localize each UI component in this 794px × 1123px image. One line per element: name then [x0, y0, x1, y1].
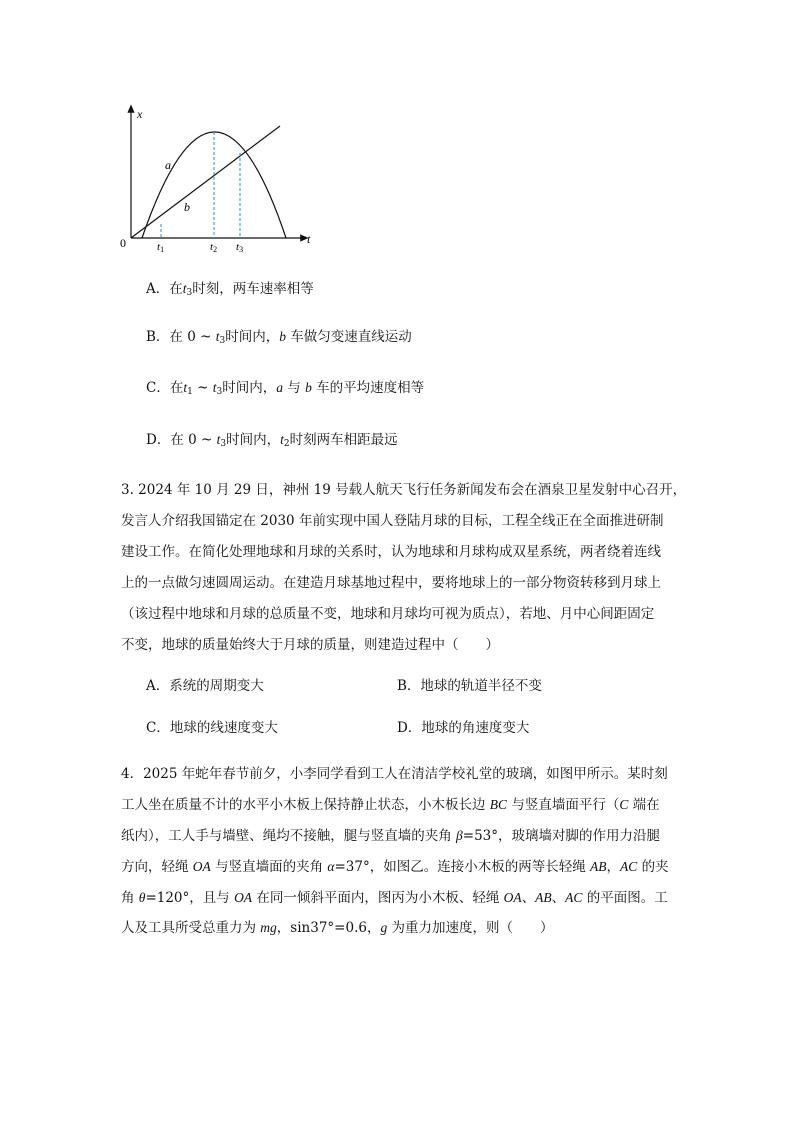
- x-axis-label: x: [137, 107, 143, 121]
- x-t-graph: [115, 100, 325, 252]
- t-axis-label: t: [307, 232, 311, 246]
- q3-line: 发言人介绍我国锚定在 2030 年前实现中国人登陆月球的目标，工程全线正在全面推进研制: [121, 513, 664, 529]
- t3-label: t3: [236, 241, 244, 252]
- q4-line-3: 纸内），工人手与墙壁、绳均不接触，腿与竖直墙的夹角 β=53°，玻璃墙对脚的作用力沿腿: [121, 828, 661, 844]
- curve-a-label: a: [165, 158, 171, 172]
- line-b-label: b: [184, 200, 190, 214]
- q4-line-1: 4．2025 年蛇年春节前夕，小李同学看到工人在清洁学校礼堂的玻璃，如图甲所示。某时刻: [121, 766, 668, 782]
- t1-label: t1: [157, 241, 165, 252]
- q2-option-c[interactable]: C．在$t_1$ ~ $t_3$时间内，a 与 b 车的平均速度相等: [146, 380, 425, 397]
- q3-line: 不变，地球的质量始终大于月球的质量，则建造过程中（ ）: [121, 637, 499, 653]
- q3-line: （该过程中地球和月球的总质量不变，地球和月球均可视为质点），若地、月中心间距固定: [121, 606, 655, 622]
- q4-line-4: 方向，轻绳 OA 与竖直墙面的夹角 α=37°，如图乙。连接小木板的两等长轻绳 AB，AC 的夹: [121, 859, 669, 875]
- q4-line-2: 工人坐在质量不计的水平小木板上保持静止状态，小木板长边 BC 与竖直墙面平行（C 端在: [121, 797, 660, 813]
- q3-option-c[interactable]: C．地球的线速度变大: [146, 720, 278, 736]
- q4-line-6: 人及工具所受总重力为 mg，sin37°=0.6，g 为重力加速度，则（ ）: [121, 920, 554, 936]
- q3-line: 3. 2024 年 10 月 29 日，神州 19 号载人航天飞行任务新闻发布会在酒泉卫星发射中心召开，: [121, 482, 687, 498]
- q2-option-d[interactable]: D．在 0 ~ $t_3$时间内，$t_2$时刻两车相距最远: [146, 432, 398, 449]
- q3-option-b[interactable]: B．地球的轨道半径不变: [397, 678, 542, 694]
- q3-option-d[interactable]: D．地球的角速度变大: [397, 720, 530, 736]
- origin-label: 0: [120, 236, 126, 250]
- q2-option-a[interactable]: A．在$t_3$时刻，两车速率相等: [146, 281, 314, 298]
- q3-line: 建设工作。在简化处理地球和月球的关系时，认为地球和月球构成双星系统，两者绕着连线: [121, 544, 661, 560]
- q3-option-a[interactable]: A．系统的周期变大: [146, 678, 264, 694]
- q2-option-b[interactable]: B．在 0 ~ $t_3$时间内，b 车做匀变速直线运动: [146, 329, 412, 346]
- line-b: [131, 126, 280, 238]
- q3-line: 上的一点做匀速圆周运动。在建造月球基地过程中，要将地球上的一部分物资转移到月球上: [121, 575, 661, 591]
- t2-label: t2: [210, 241, 218, 252]
- q4-line-5: 角 θ=120°，且与 OA 在同一倾斜平面内，图丙为小木板、轻绳 OA、AB、AC 的平面图。工: [121, 890, 668, 906]
